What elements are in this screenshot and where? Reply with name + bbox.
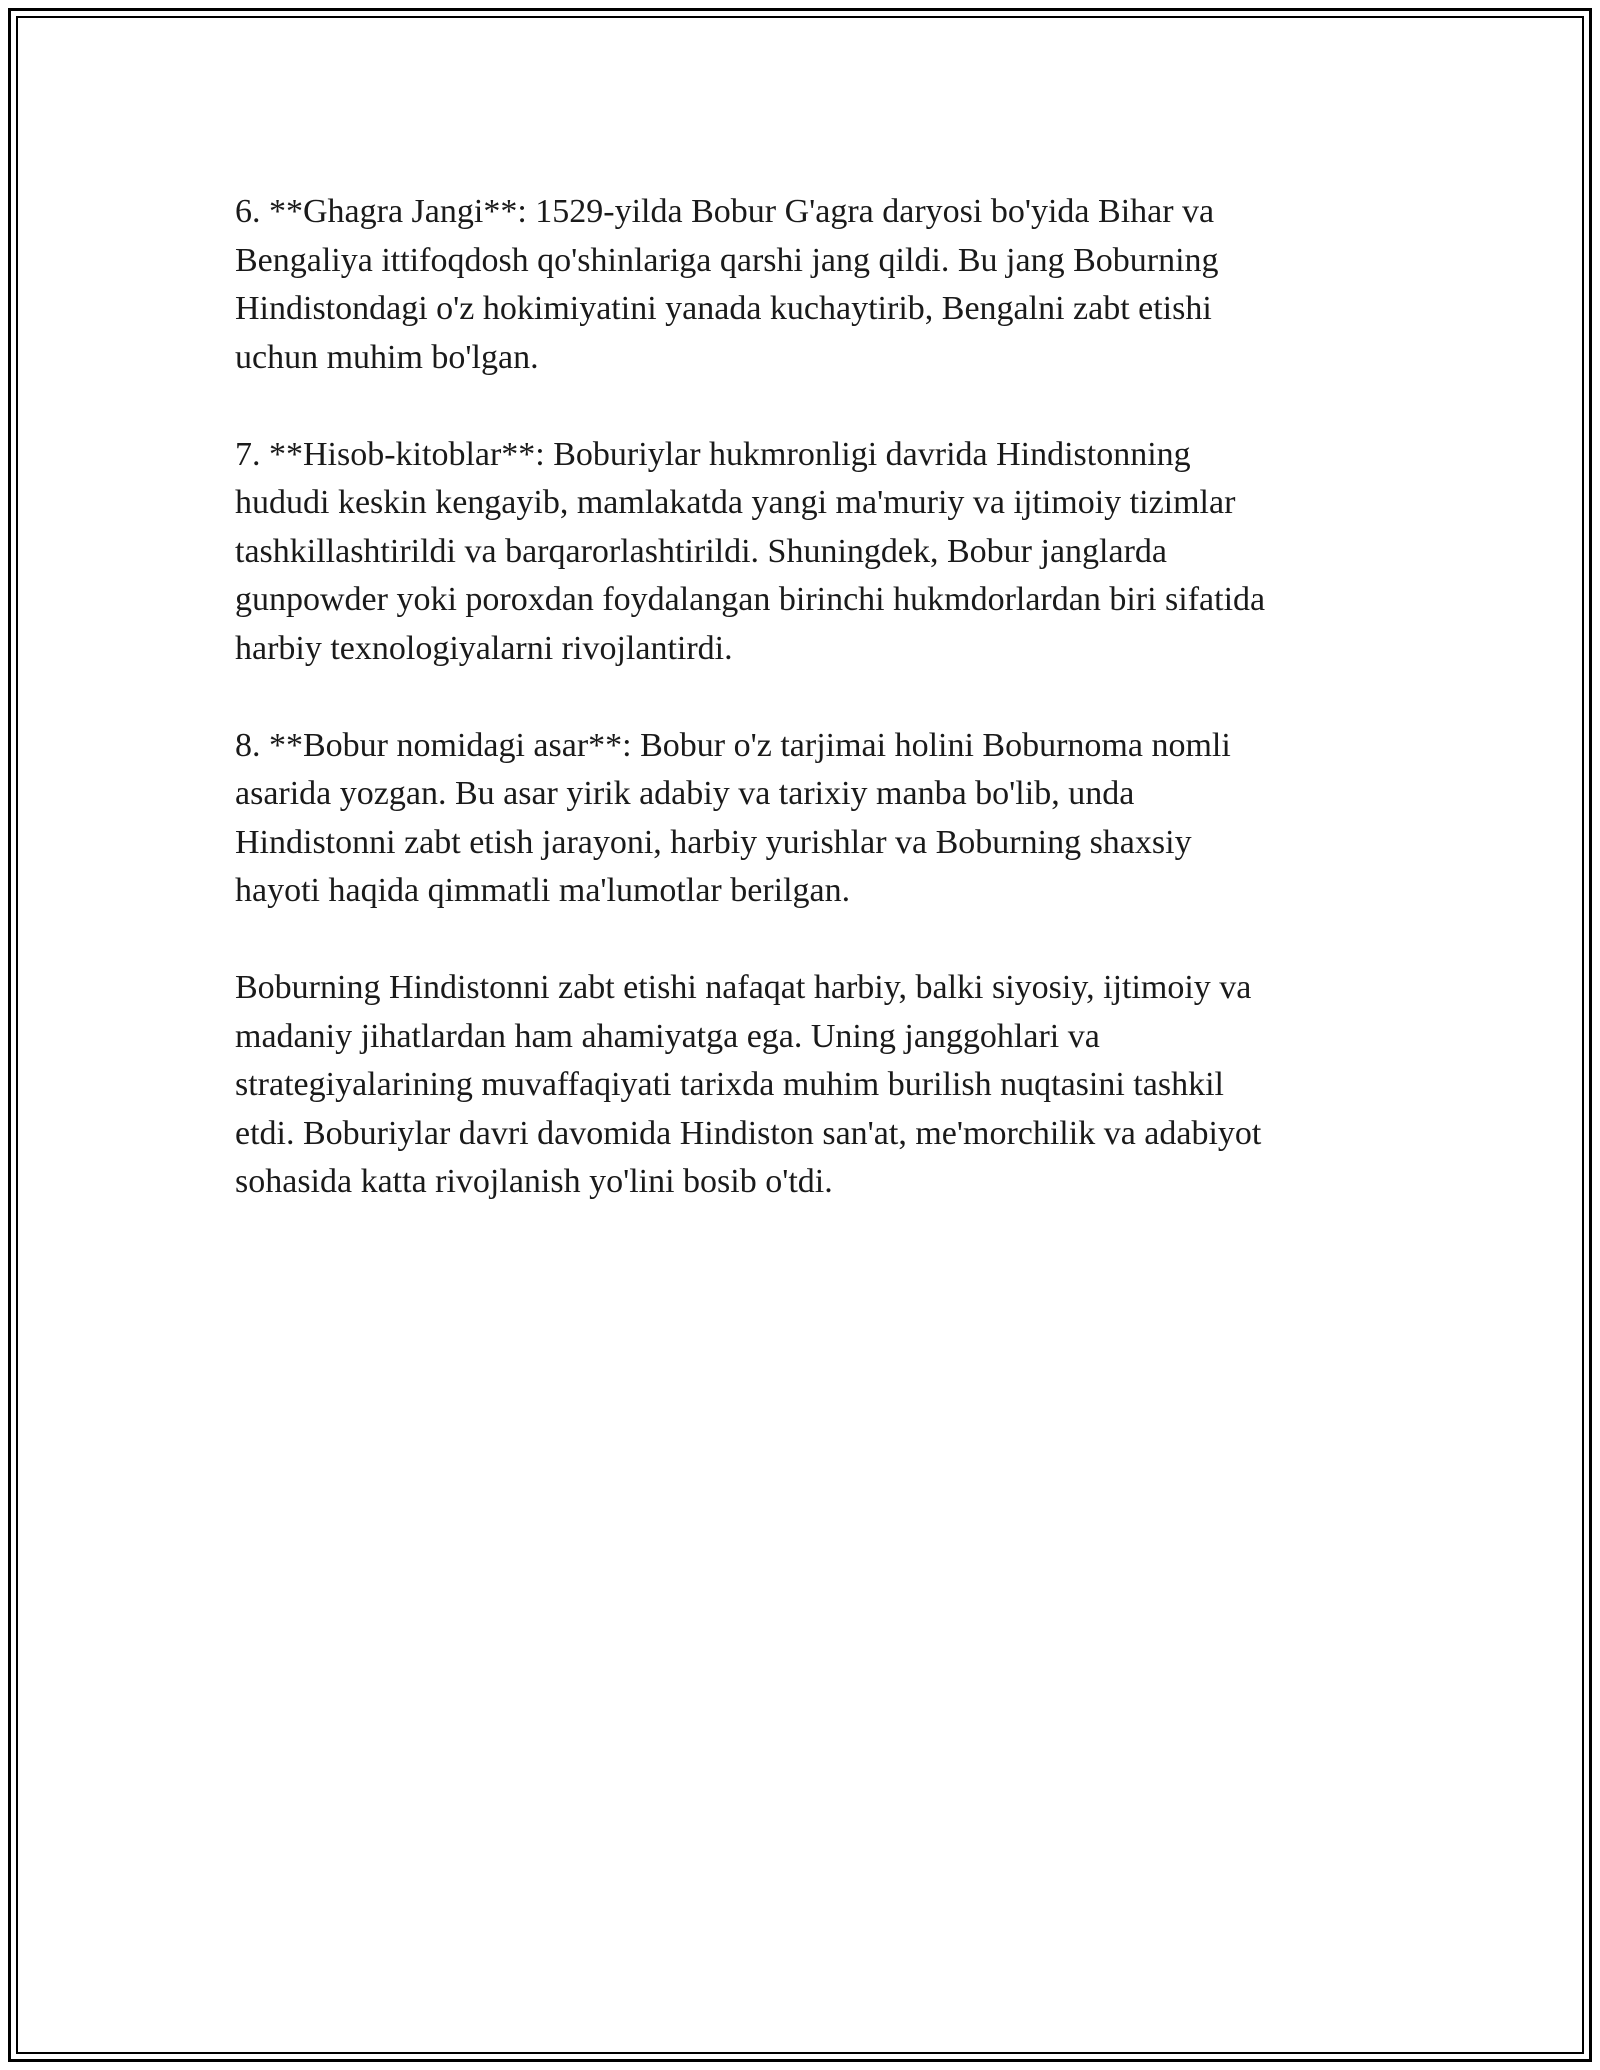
document-body bbox=[235, 188, 1365, 1255]
paragraph-bobur-nomidagi-asar: 8. **Bobur nomidagi asar**: Bobur o'z tarjimai holini Boburnoma nomli asarida yozgan. Bu asar yirik adabiy va tarixiy manba bo'lib, unda Hindistonni zabt etish jarayoni, harbiy yurishlar va Boburning shaxsiy hayoti haqida qimmatli ma'lumotlar berilgan. bbox=[235, 726, 1231, 909]
paragraph-conclusion: Boburning Hindistonni zabt etishi nafaqat harbiy, balki siyosiy, ijtimoiy va madaniy jihatlardan ham ahamiyatga ega. Uning janggohlari va strategiyalarining muvaffaqiyati tarixda muhim burilish nuqtasini tashkil etdi. Boburiylar davri davomida Hindiston san'at, me'morchilik va adabiyot sohasida katta rivojlanish yo'lini bosib o'tdi. bbox=[235, 969, 1262, 1200]
paragraph-ghagra-jangi: 6. **Ghagra Jangi**: 1529-yilda Bobur G'agra daryosi bo'yida Bihar va Bengaliya ittifoqdosh qo'shinlariga qarshi jang qildi. Bu jang Boburning Hindistondagi o'z hokimiyatini yanada kuchaytirib, Bengalni zabt etishi uchun muhim bo'lgan. bbox=[235, 193, 1219, 376]
paragraph-hisob-kitoblar: 7. **Hisob-kitoblar**: Boburiylar hukmronligi davrida Hindistonning hududi keskin kengayib, mamlakatda yangi ma'muriy va ijtimoiy tizimlar tashkillashtirildi va barqarorlashtirildi. Shuningdek, Bobur janglarda gunpowder yoki poroxdan foydalangan birinchi hukmdorlardan biri sifatida harbiy texnologiyalarni rivojlantirdi. bbox=[235, 435, 1266, 667]
